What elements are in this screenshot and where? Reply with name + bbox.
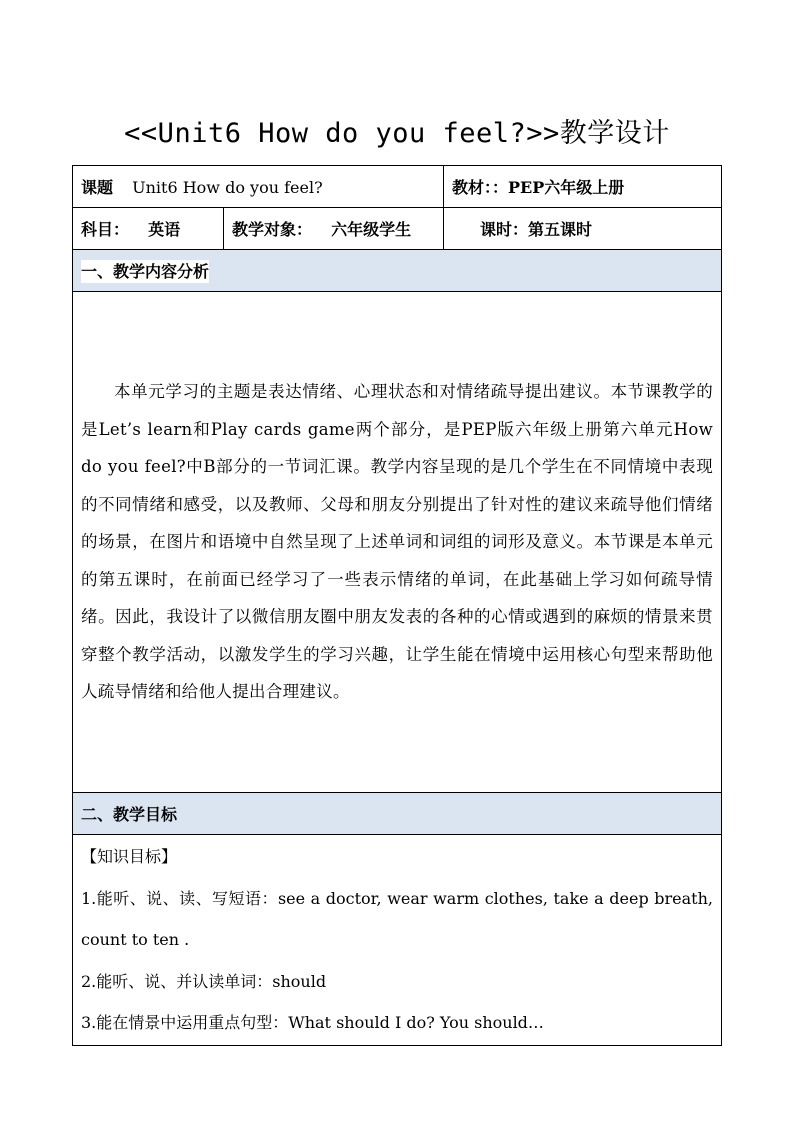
subject-label: 科目： bbox=[81, 220, 130, 239]
goal-item: 3.能在情景中运用重点句型：What should I do? You should… bbox=[81, 1013, 544, 1033]
subject-value: 英语 bbox=[148, 220, 181, 239]
section2-header-cell bbox=[73, 793, 722, 835]
section1-heading: 一、教学内容分析 bbox=[81, 262, 210, 281]
lesson-plan-table bbox=[72, 165, 722, 1046]
subject-row bbox=[73, 208, 722, 250]
knowledge-goals-heading: 【知识目标】 bbox=[81, 847, 178, 867]
section2-body-row bbox=[73, 835, 722, 1046]
section1-header-cell bbox=[73, 250, 722, 292]
textbook-cell bbox=[444, 166, 722, 208]
document-title: <<Unit6 How do you feel?>>教学设计 bbox=[124, 118, 670, 149]
section2-header-row bbox=[73, 793, 722, 835]
content-analysis-paragraph: 本单元学习的主题是表达情绪、心理状态和对情绪疏导提出建议。本节课教学的是Let’s learn和Play cards game两个部分，是PEP版六年级上册第六单元How do you feel?中B部分的一节词汇课。教学内容呈现的是几个学生在不同情境中表现的不同情绪和感受，以及教师、父母和朋友分别提出了针对性的建议来疏导他们情绪的场景，在图片和语境中自然呈现了上述单词和词组的词形及意义。本节课是本单元的第五课时，在前面已经学习了一些表示情绪的单词，在此基础上学习如何疏导情绪。因此，我设计了以微信朋友圈中朋友发表的各种的心情或遇到的麻烦的情景来贯穿整个教学活动，以激发学生的学习兴趣，让学生能在情境中运用核心句型来帮助他人疏导情绪和给他人提出合理建议。 bbox=[81, 382, 713, 702]
section1-body-row bbox=[73, 292, 722, 793]
audience-cell bbox=[224, 208, 444, 250]
section2-heading: 二、教学目标 bbox=[81, 805, 178, 824]
subject-cell bbox=[73, 208, 224, 250]
textbook-info: 教材：：PEP六年级上册 bbox=[452, 178, 625, 197]
topic-cell bbox=[73, 166, 444, 208]
period-cell bbox=[444, 208, 722, 250]
section1-header-row bbox=[73, 250, 722, 292]
topic-value: Unit6 How do you feel? bbox=[132, 178, 323, 197]
goal-item: 1.能听、说、读、写短语：see a doctor, wear warm clothes, take a deep breath, count to ten . bbox=[81, 888, 713, 950]
goal-item: 2.能听、说、并认读单词：should bbox=[81, 971, 327, 991]
period-info: 课时：第五课时 bbox=[480, 220, 593, 239]
topic-row bbox=[73, 166, 722, 208]
section1-body-cell bbox=[73, 292, 722, 793]
audience-value: 六年级学生 bbox=[331, 220, 412, 239]
topic-label: 课题 bbox=[81, 178, 114, 197]
section2-body-cell bbox=[73, 835, 722, 1046]
audience-label: 教学对象： bbox=[232, 220, 313, 239]
